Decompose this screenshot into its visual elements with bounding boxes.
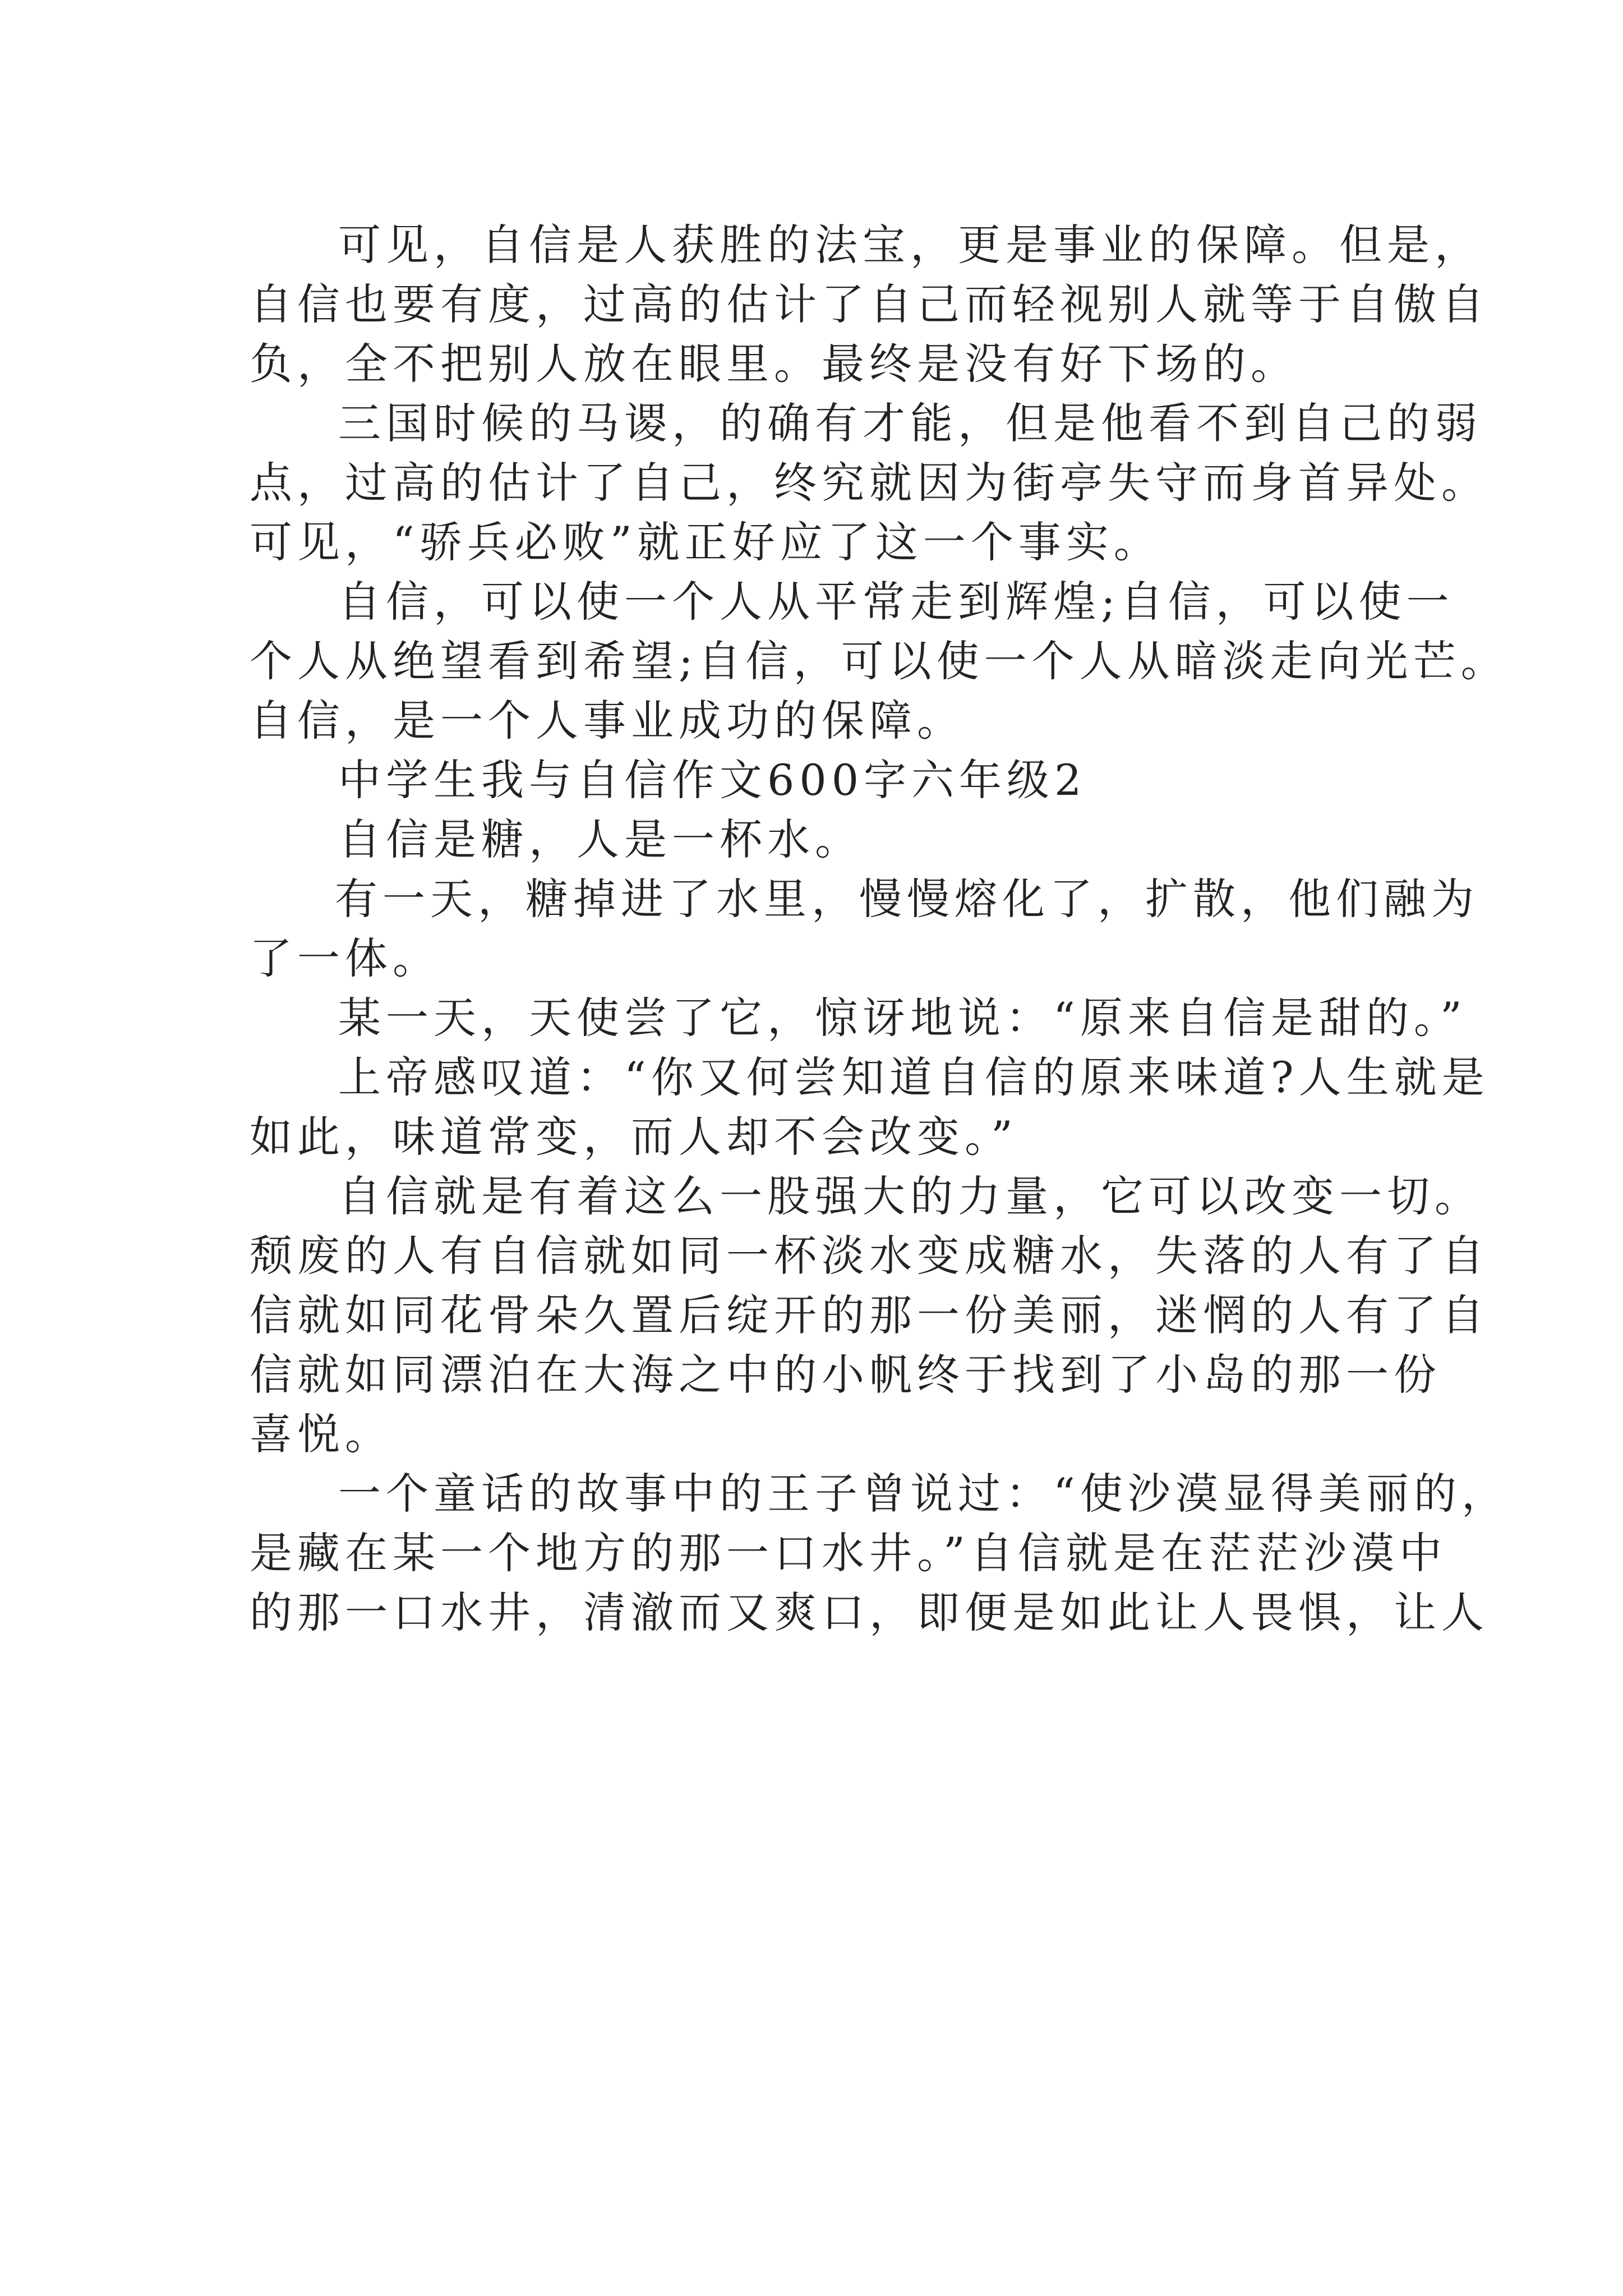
text-line: 信就如同漂泊在大海之中的小帆终于找到了小岛的那一份	[250, 1350, 1441, 1400]
text-line: 有一天，糖掉进了水里，慢慢熔化了，扩散，他们融为	[335, 874, 1479, 924]
text-line: 自信也要有度，过高的估计了自己而轻视别人就等于自傲自	[250, 279, 1489, 329]
text-line: 了一体。	[250, 933, 440, 983]
text-line: 自信，是一个人事业成功的保障。	[250, 696, 965, 746]
text-line: 喜悦。	[250, 1409, 393, 1459]
text-line: 颓废的人有自信就如同一杯淡水变成糖水，失落的人有了自	[250, 1231, 1489, 1281]
text-line: 自信就是有着这么一股强大的力量，它可以改变一切。	[338, 1171, 1482, 1221]
text-line: 点，过高的估计了自己，终究就因为街亭失守而身首异处。	[250, 458, 1489, 508]
text-line: 是藏在某一个地方的那一口水井。”自信就是在茫茫沙漠中	[250, 1528, 1447, 1578]
text-line: 自信，可以使一个人从平常走到辉煌;自信，可以使一	[338, 577, 1454, 627]
text-line: 上帝感叹道：“你又何尝知道自信的原来味道?人生就是	[338, 1052, 1490, 1102]
text-line: 负，全不把别人放在眼里。最终是没有好下场的。	[250, 339, 1298, 389]
text-line: 三国时候的马谡，的确有才能，但是他看不到自己的弱	[338, 398, 1482, 448]
text-line: 一个童话的故事中的王子曾说过：“使沙漠显得美丽的，	[338, 1469, 1509, 1519]
text-line: 可见，自信是人获胜的法宝，更是事业的保障。但是，	[338, 220, 1482, 270]
section-heading: 中学生我与自信作文600字六年级2	[338, 755, 1087, 805]
text-line: 个人从绝望看到希望;自信，可以使一个人从暗淡走向光芒。	[250, 636, 1509, 686]
text-line: 信就如同花骨朵久置后绽开的那一份美丽，迷惘的人有了自	[250, 1290, 1489, 1340]
document-body	[250, 215, 1509, 1642]
text-line: 如此，味道常变，而人却不会改变。”	[250, 1112, 1018, 1162]
text-line: 的那一口水井，清澈而又爽口，即便是如此让人畏惧，让人	[250, 1588, 1489, 1637]
text-line: 某一天，天使尝了它，惊讶地说：“原来自信是甜的。”	[338, 993, 1467, 1043]
text-line: 可见，“骄兵必败”就正好应了这一个事实。	[250, 517, 1161, 567]
text-line: 自信是糖，人是一杯水。	[338, 815, 863, 864]
